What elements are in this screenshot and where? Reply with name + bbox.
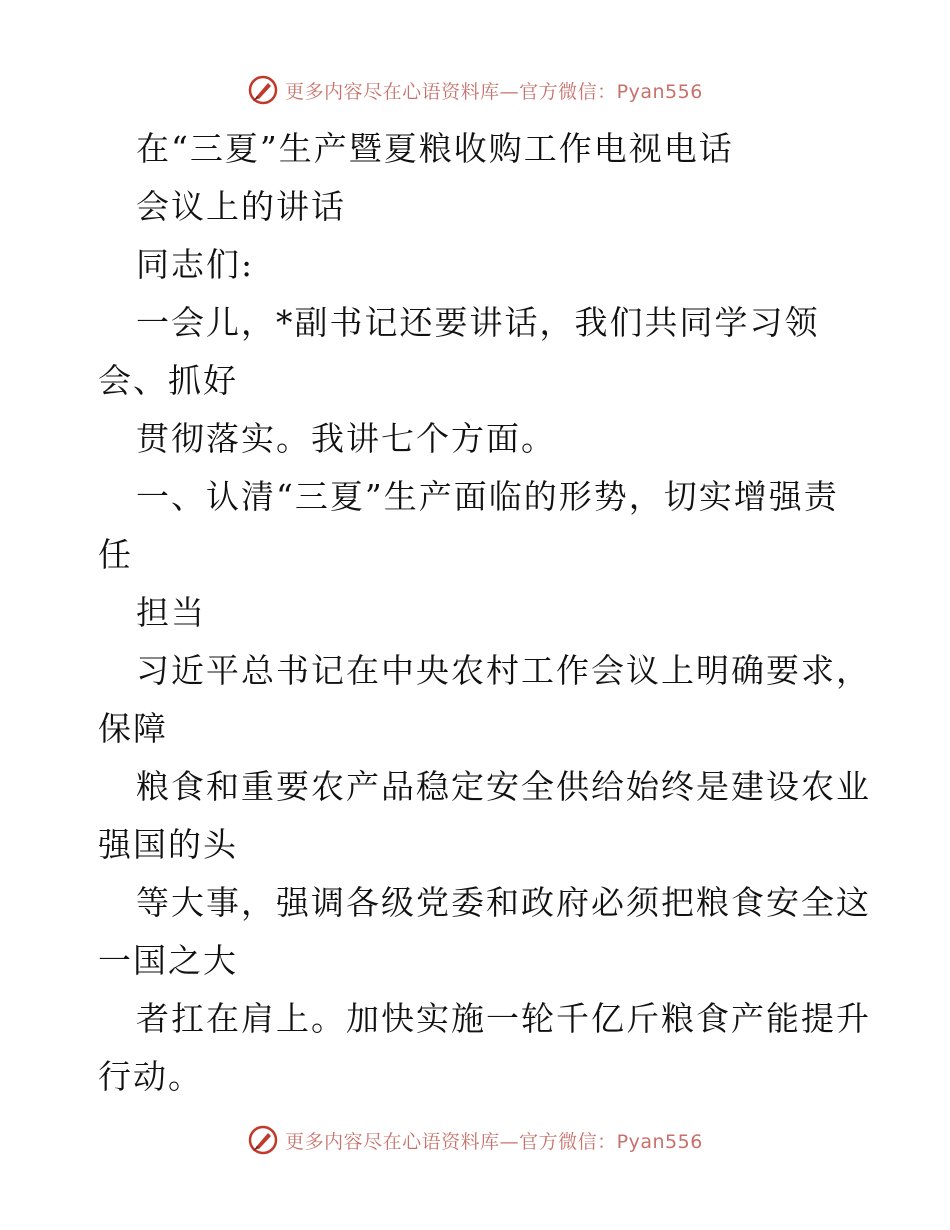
pen-logo-icon [247, 74, 279, 106]
watermark-text: 更多内容尽在心语资料库—官方微信：Pyan556 [285, 80, 703, 103]
text-line: 粮食和重要农产品稳定安全供给始终是建设农业 [136, 767, 871, 806]
text-line: 一会儿，*副书记还要讲话，我们共同学习领 [136, 303, 820, 342]
pen-logo-icon [247, 1124, 279, 1156]
text-line: 保障 [98, 709, 168, 748]
text-line: 在“三夏”生产暨夏粮收购工作电视电话 [136, 129, 734, 168]
document-body [98, 120, 871, 1106]
text-line: 习近平总书记在中央农村工作会议上明确要求， [136, 651, 871, 690]
text-line: 一、认清“三夏”生产面临的形势，切实增强责 [136, 477, 839, 516]
watermark-text: 更多内容尽在心语资料库—官方微信：Pyan556 [285, 1130, 703, 1153]
text-line: 行动。 [98, 1057, 203, 1096]
text-line: 会议上的讲话 [136, 187, 346, 226]
text-line: 一国之大 [98, 941, 238, 980]
footer-watermark [0, 1120, 950, 1160]
text-line: 任 [98, 535, 133, 574]
text-line: 贯彻落实。我讲七个方面。 [136, 419, 556, 458]
text-line: 担当 [136, 593, 206, 632]
text-line: 强国的头 [98, 825, 238, 864]
text-line: 会、抓好 [98, 361, 238, 400]
text-line: 等大事，强调各级党委和政府必须把粮食安全这 [136, 883, 871, 922]
text-line: 者扛在肩上。加快实施一轮千亿斤粮食产能提升 [136, 999, 871, 1038]
header-watermark [0, 70, 950, 110]
text-line: 同志们: [136, 245, 255, 284]
